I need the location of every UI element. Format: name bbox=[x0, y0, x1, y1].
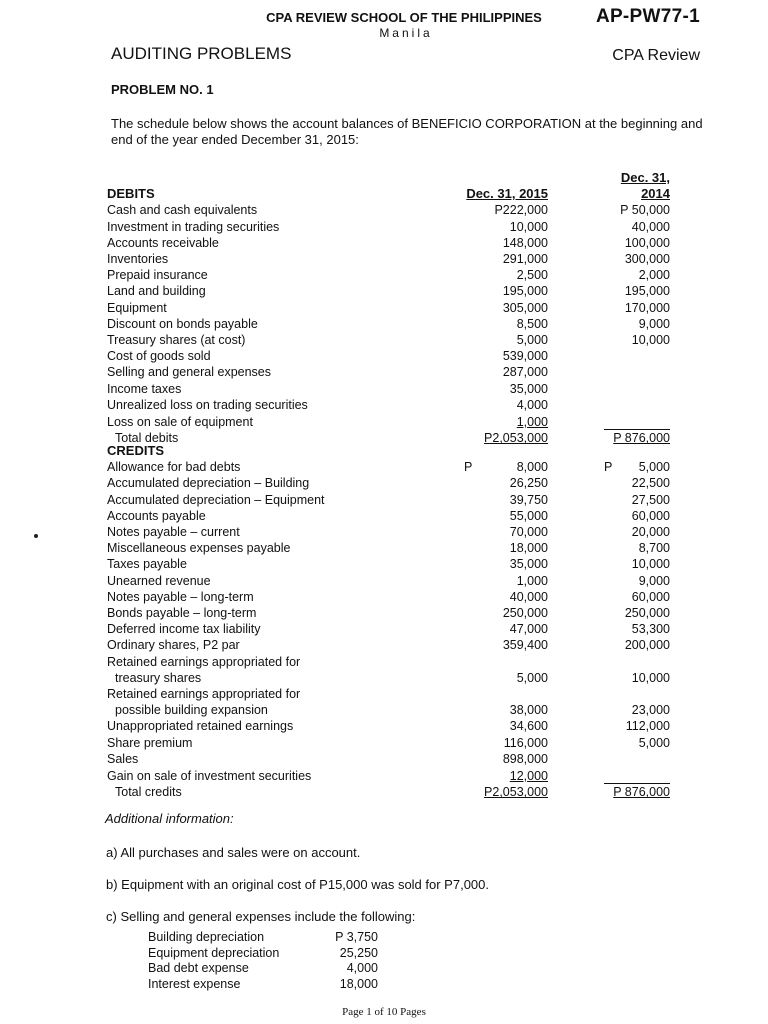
credits-value-2015: 359,400 bbox=[502, 638, 548, 653]
credits-label: Accounts payable bbox=[107, 508, 206, 523]
credits-value-2014: 23,000 bbox=[631, 703, 670, 718]
debits-label: Unrealized loss on trading securities bbox=[107, 397, 308, 412]
credits-value-2015: 116,000 bbox=[503, 735, 548, 750]
credits-value-2014: 10,000 bbox=[631, 670, 670, 685]
debits-value-2014: 9,000 bbox=[638, 316, 670, 331]
debits-value-2015: 305,000 bbox=[502, 300, 548, 315]
problem-number: PROBLEM NO. 1 bbox=[111, 82, 214, 97]
debits-value-2015: 8,500 bbox=[516, 316, 548, 331]
credits-value-2015: 34,600 bbox=[509, 719, 548, 734]
debits-label: Income taxes bbox=[107, 381, 182, 396]
credits-value-2014: 250,000 bbox=[624, 606, 670, 621]
debits-value-2015: 291,000 bbox=[502, 252, 548, 267]
credits-row bbox=[107, 556, 670, 572]
margin-mark bbox=[34, 534, 38, 538]
expense-breakdown bbox=[148, 930, 378, 992]
credits-label: Miscellaneous expenses payable bbox=[107, 541, 291, 556]
credits-value-2015: 38,000 bbox=[509, 703, 548, 718]
total-credits-2015: P2,053,000 bbox=[484, 785, 548, 800]
credits-label: Accumulated depreciation – Equipment bbox=[107, 492, 325, 507]
additional-info-title: Additional information: bbox=[105, 811, 234, 826]
debits-label: Accounts receivable bbox=[107, 235, 219, 250]
credits-value-2015: 26,250 bbox=[509, 476, 548, 491]
debits-row bbox=[107, 219, 670, 235]
debits-row bbox=[107, 332, 670, 348]
credits-label: Retained earnings appropriated for bbox=[107, 654, 301, 669]
credits-schedule bbox=[107, 443, 670, 800]
credits-value-2015: 1,000 bbox=[516, 573, 548, 588]
credits-value-2014: 200,000 bbox=[624, 638, 670, 653]
credits-title: CREDITS bbox=[107, 443, 165, 458]
debits-value-2015: P222,000 bbox=[494, 203, 548, 218]
debits-value-2015: 287,000 bbox=[502, 365, 548, 380]
credits-value-2014: 27,500 bbox=[631, 492, 670, 507]
credits-label: Unearned revenue bbox=[107, 573, 211, 588]
expense-row: Interest expense 18,000 bbox=[148, 976, 378, 991]
debits-label: Prepaid insurance bbox=[107, 268, 208, 283]
credits-row bbox=[107, 637, 670, 653]
credits-value-2015: 18,000 bbox=[509, 541, 548, 556]
info-item-c: c) Selling and general expenses include the following: bbox=[106, 909, 416, 924]
debits-value-2014: 195,000 bbox=[624, 284, 670, 299]
credits-row bbox=[107, 702, 670, 718]
credits-value-2014: 10,000 bbox=[631, 557, 670, 572]
problem-intro: The schedule below shows the account balances of BENEFICIO CORPORATION at the beginning and end of the year ended December 31, 2015: bbox=[111, 116, 703, 147]
credits-value-2015: 35,000 bbox=[509, 557, 548, 572]
expense-row: Equipment depreciation 25,250 bbox=[148, 945, 378, 960]
credits-label: Notes payable – long-term bbox=[107, 589, 254, 604]
debits-title: DEBITS bbox=[107, 186, 155, 202]
credits-value-2015: 8,000 bbox=[516, 460, 548, 475]
credits-row bbox=[107, 621, 670, 637]
credits-row bbox=[107, 605, 670, 621]
credits-row bbox=[107, 508, 670, 524]
debits-value-2015: 2,500 bbox=[516, 268, 548, 283]
expense-row: Building depreciation P 3,750 bbox=[148, 930, 378, 944]
debits-value-2014: 2,000 bbox=[638, 268, 670, 283]
credits-row bbox=[107, 492, 670, 508]
document-code: AP-PW77-1 bbox=[595, 6, 700, 27]
school-name: CPA REVIEW SCHOOL OF THE PHILIPPINES bbox=[266, 10, 542, 25]
credits-row bbox=[107, 686, 670, 702]
total-credits-2014: P 876,000 bbox=[613, 785, 670, 800]
credits-value-2014: 53,300 bbox=[631, 622, 670, 637]
debits-row bbox=[107, 251, 670, 267]
credits-label: treasury shares bbox=[115, 670, 202, 685]
debits-label: Inventories bbox=[107, 252, 169, 267]
credits-label: Allowance for bad debts bbox=[107, 460, 241, 475]
debits-value-2014: 10,000 bbox=[631, 333, 670, 348]
subject-title: AUDITING PROBLEMS bbox=[111, 44, 292, 63]
credits-row bbox=[107, 654, 670, 670]
total-debits-2015: P2,053,000 bbox=[484, 431, 548, 446]
debits-value-2015: 10,000 bbox=[509, 219, 548, 234]
debits-label: Cost of goods sold bbox=[107, 349, 211, 364]
debits-value-2014: 100,000 bbox=[624, 235, 670, 250]
credits-value-2015: 55,000 bbox=[509, 508, 548, 523]
debits-row bbox=[107, 316, 670, 332]
col-2014-header: Dec. 31, 2014 bbox=[620, 170, 670, 202]
col-2015-header: Dec. 31, 2015 bbox=[466, 186, 548, 202]
debits-row bbox=[107, 202, 670, 218]
debits-row bbox=[107, 235, 670, 251]
debits-row bbox=[107, 300, 670, 316]
debits-row bbox=[107, 397, 670, 413]
debits-value-2015: 4,000 bbox=[516, 397, 548, 412]
total-credits-label: Total credits bbox=[115, 785, 182, 800]
credits-value-2015: 12,000 bbox=[509, 768, 548, 783]
total-debits-label: Total debits bbox=[115, 431, 179, 446]
debits-value-2014: P 50,000 bbox=[620, 203, 670, 218]
credits-row bbox=[107, 524, 670, 540]
credits-label: Taxes payable bbox=[107, 557, 187, 572]
credits-row bbox=[107, 670, 670, 686]
peso-sign: P bbox=[604, 460, 613, 475]
total-debits-2014: P 876,000 bbox=[613, 431, 670, 446]
credits-value-2015: 40,000 bbox=[509, 589, 548, 604]
credits-value-2015: 250,000 bbox=[502, 606, 548, 621]
debits-label: Investment in trading securities bbox=[107, 219, 280, 234]
credits-value-2014: 20,000 bbox=[631, 525, 670, 540]
credits-row bbox=[107, 573, 670, 589]
credits-value-2014: 112,000 bbox=[625, 719, 670, 734]
credits-label: Share premium bbox=[107, 735, 193, 750]
credits-label: Gain on sale of investment securities bbox=[107, 768, 312, 783]
credits-label: Retained earnings appropriated for bbox=[107, 687, 301, 702]
credits-row bbox=[107, 718, 670, 734]
debits-row bbox=[107, 413, 670, 430]
debits-value-2015: 5,000 bbox=[516, 333, 548, 348]
debits-value-2015: 35,000 bbox=[509, 381, 548, 396]
credits-value-2015: 898,000 bbox=[502, 751, 548, 766]
debits-row bbox=[107, 364, 670, 380]
credits-value-2015: 47,000 bbox=[509, 622, 548, 637]
debits-value-2015: 1,000 bbox=[516, 414, 548, 429]
debits-value-2015: 195,000 bbox=[502, 284, 548, 299]
credits-value-2015: 39,750 bbox=[509, 492, 548, 507]
credits-value-2015: 5,000 bbox=[516, 670, 548, 685]
expense-row: Bad debt expense 4,000 bbox=[148, 961, 378, 975]
credits-row bbox=[107, 540, 670, 556]
credits-value-2014: 60,000 bbox=[631, 508, 670, 523]
debits-value-2014: 300,000 bbox=[624, 252, 670, 267]
debits-schedule bbox=[107, 170, 670, 446]
debits-label: Cash and cash equivalents bbox=[107, 203, 258, 218]
credits-value-2014: 60,000 bbox=[631, 589, 670, 604]
credits-value-2014: 8,700 bbox=[638, 541, 670, 556]
credits-label: Unappropriated retained earnings bbox=[107, 719, 294, 734]
debits-value-2015: 148,000 bbox=[502, 235, 548, 250]
credits-value-2014: 5,000 bbox=[638, 460, 670, 475]
debits-row bbox=[107, 267, 670, 283]
credits-value-2014: 5,000 bbox=[638, 735, 670, 750]
debits-value-2014: 40,000 bbox=[631, 219, 670, 234]
debits-label: Selling and general expenses bbox=[107, 365, 272, 380]
info-item-a: a) All purchases and sales were on account. bbox=[106, 845, 361, 860]
credits-label: Bonds payable – long-term bbox=[107, 606, 257, 621]
credits-value-2014: 22,500 bbox=[631, 476, 670, 491]
debits-label: Discount on bonds payable bbox=[107, 316, 258, 331]
debits-row bbox=[107, 348, 670, 364]
school-city: Manila bbox=[379, 26, 433, 40]
debits-label: Land and building bbox=[107, 284, 206, 299]
credits-row bbox=[107, 767, 670, 784]
debits-label: Loss on sale of equipment bbox=[107, 414, 253, 429]
credits-row bbox=[107, 589, 670, 605]
credits-label: possible building expansion bbox=[115, 703, 268, 718]
credits-label: Ordinary shares, P2 par bbox=[107, 638, 240, 653]
credits-row bbox=[107, 459, 670, 475]
debits-label: Treasury shares (at cost) bbox=[107, 333, 246, 348]
course-label: CPA Review bbox=[612, 47, 700, 64]
debits-value-2015: 539,000 bbox=[502, 349, 548, 364]
debits-label: Equipment bbox=[107, 300, 167, 315]
debits-row bbox=[107, 381, 670, 397]
page-footer: Page 1 of 10 Pages bbox=[342, 1006, 426, 1018]
credits-label: Accumulated depreciation – Building bbox=[107, 476, 310, 491]
credits-row bbox=[107, 475, 670, 491]
debits-row bbox=[107, 283, 670, 299]
credits-row bbox=[107, 735, 670, 751]
credits-label: Deferred income tax liability bbox=[107, 622, 261, 637]
debits-value-2014: 170,000 bbox=[624, 300, 670, 315]
credits-value-2015: 70,000 bbox=[509, 525, 548, 540]
credits-label: Notes payable – current bbox=[107, 525, 240, 540]
credits-value-2014: 9,000 bbox=[638, 573, 670, 588]
credits-row bbox=[107, 751, 670, 767]
peso-sign: P bbox=[464, 460, 473, 475]
credits-label: Sales bbox=[107, 751, 139, 766]
info-item-b: b) Equipment with an original cost of P15,000 was sold for P7,000. bbox=[106, 877, 489, 892]
